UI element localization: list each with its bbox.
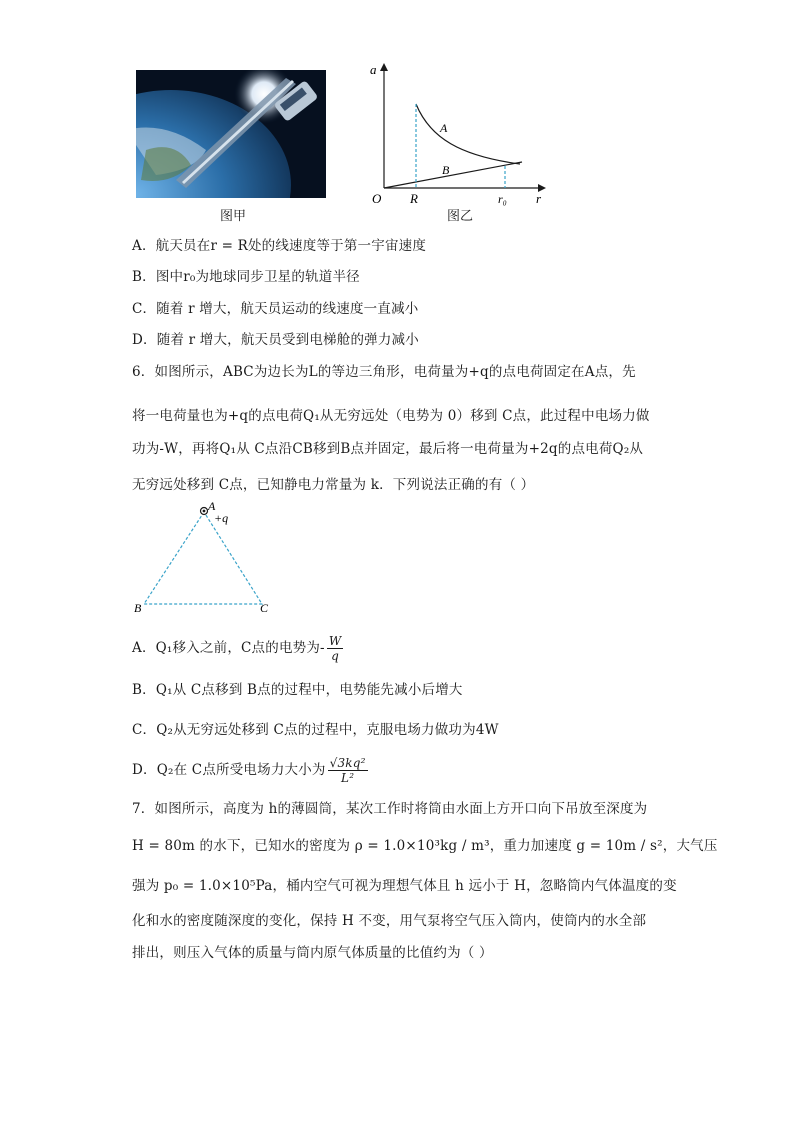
- q7-stem-line-5: 排出，则压入气体的质量与筒内原气体质量的比值约为（ ）: [132, 945, 493, 961]
- fraction-denominator: L²: [341, 771, 355, 785]
- q5-option-d: D．随着 r 增大，航天员受到电梯舱的弹力减小: [132, 332, 419, 348]
- tick-R-label: R: [410, 191, 418, 206]
- q6-stem-line-1: 6．如图所示，ABC为边长为L的等边三角形，电荷量为+q的点电荷固定在A点，先: [132, 364, 636, 380]
- q6-option-d: [132, 756, 370, 785]
- q5-option-c: C．随着 r 增大，航天员运动的线速度一直减小: [132, 301, 419, 317]
- q5-option-b: B．图中r₀为地球同步卫星的轨道半径: [132, 269, 360, 285]
- vertex-C-label: C: [260, 601, 269, 615]
- space-elevator-photo: [136, 70, 326, 198]
- q7-stem-line-4: 化和水的密度随深度的变化，保持 H 不变，用气泵将空气压入筒内，使筒内的水全部: [132, 913, 647, 929]
- q6-stem-line-2: 将一电荷量也为+q的点电荷Q₁从无穷远处（电势为 0）移到 C点，此过程中电场力做: [132, 408, 650, 424]
- origin-label: O: [372, 191, 382, 206]
- vertex-A-label: A: [208, 499, 216, 513]
- photo-caption: 图甲: [220, 209, 247, 224]
- graph-caption: 图乙: [447, 209, 474, 224]
- q6-option-a-text: A．Q₁移入之前，C点的电势为-: [132, 640, 325, 656]
- tick-r0-label: r₀: [498, 192, 507, 206]
- space-elevator-image: [136, 70, 326, 198]
- line-B: [384, 162, 522, 188]
- q5-option-a: A．航天员在r = R处的线速度等于第一宇宙速度: [132, 238, 427, 254]
- x-axis-label: r: [536, 191, 542, 206]
- fraction-denominator: q: [331, 649, 340, 663]
- q6-option-a: [132, 634, 345, 663]
- equilateral-triangle-figure: [130, 498, 290, 618]
- y-axis-label: a: [370, 62, 377, 77]
- fraction-numerator: √3kq²: [329, 756, 366, 770]
- q7-stem-line-3: 强为 p₀ = 1.0×10⁵Pa，桶内空气可视为理想气体且 h 远小于 H，忽略筒内气体温度的变: [132, 878, 677, 894]
- fraction-force: [328, 756, 368, 785]
- fraction-w-over-q: [327, 634, 344, 663]
- acceleration-radius-graph: [360, 58, 560, 208]
- q6-option-d-text: D．Q₂在 C点所受电场力大小为: [132, 762, 326, 778]
- q7-stem-line-2: H = 80m 的水下，已知水的密度为 ρ = 1.0×10³kg / m³，重力加速度 g = 10m / s²，大气压: [132, 838, 718, 854]
- q6-stem-line-4: 无穷远处移到 C点，已知静电力常量为 k．下列说法正确的有（ ）: [132, 477, 535, 493]
- vertex-B-label: B: [134, 601, 142, 615]
- charge-label: +q: [214, 511, 229, 525]
- q6-option-c: C．Q₂从无穷远处移到 C点的过程中，克服电场力做功为4W: [132, 722, 499, 738]
- q6-stem-line-3: 功为-W，再将Q₁从 C点沿CB移到B点并固定，最后将一电荷量为+2q的点电荷Q₂从: [132, 441, 644, 457]
- fraction-numerator: W: [328, 634, 342, 648]
- q7-stem-line-1: 7．如图所示，高度为 h的薄圆筒，某次工作时将筒由水面上方开口向下吊放至深度为: [132, 801, 648, 817]
- y-axis-arrow-icon: [380, 63, 388, 71]
- q6-option-b: B．Q₁从 C点移到 B点的过程中，电势能先减小后增大: [132, 682, 463, 698]
- curve-A: [416, 104, 520, 164]
- triangle-abc: [144, 512, 262, 604]
- curve-B-label: B: [442, 163, 450, 177]
- charge-point-A-center: [203, 510, 206, 513]
- curve-A-label: A: [440, 121, 448, 135]
